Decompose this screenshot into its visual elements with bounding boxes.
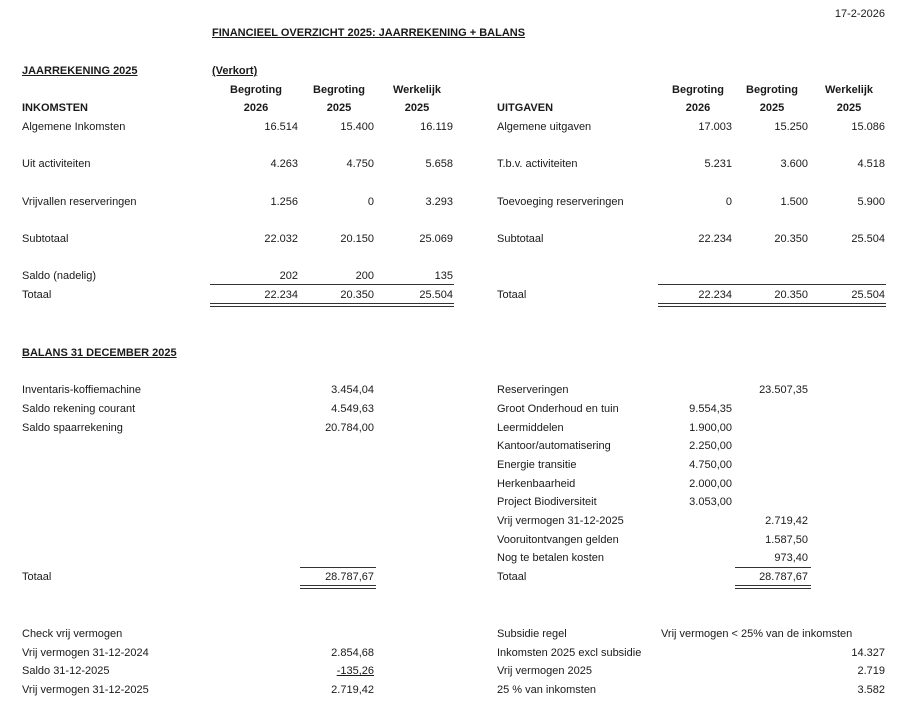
row-label: Reserveringen	[497, 384, 569, 396]
row-subvalue: 4.750,00	[689, 459, 732, 471]
row-subvalue: 1.900,00	[689, 422, 732, 434]
row-label: Toevoeging reserveringen	[497, 196, 624, 208]
row-label: Herkenbaarheid	[497, 478, 576, 490]
value-begroting-2025: 0	[367, 196, 374, 208]
row-label: Vrij vermogen 31-12-2025	[22, 684, 149, 696]
row-label: T.b.v. activiteiten	[497, 158, 578, 170]
row-label: Saldo 31-12-2025	[22, 665, 110, 677]
row-value: 28.787,67	[759, 571, 808, 583]
balans-title: BALANS 31 DECEMBER 2025	[22, 347, 177, 359]
col-header-year: 2025	[404, 102, 430, 114]
check-title: Check vrij vermogen	[22, 628, 123, 640]
subsidie-title: Subsidie regel	[497, 628, 567, 640]
row-label: Energie transitie	[497, 459, 577, 471]
verkort-label: (Verkort)	[212, 65, 258, 77]
row-label: Vrij vermogen 2025	[497, 665, 592, 677]
row-label: Totaal	[22, 571, 52, 583]
row-label: Groot Onderhoud en tuin	[497, 403, 619, 415]
sum-rule	[300, 567, 376, 568]
value-begroting-2025: 200	[355, 270, 374, 282]
value-werkelijk-2025: 25.504	[851, 233, 885, 245]
row-value: 2.719,42	[331, 684, 374, 696]
sum-rule	[658, 284, 886, 285]
col-header-begroting-2026: Begroting	[230, 84, 282, 96]
value-werkelijk-2025: 5.658	[425, 158, 453, 170]
col-header-werkelijk-2025: Werkelijk	[824, 84, 874, 96]
row-label: Uit activiteiten	[22, 158, 91, 170]
row-value: 2.719	[857, 665, 885, 677]
row-label: Vrij vermogen 31-12-2025	[497, 515, 624, 527]
row-label: Vooruitontvangen gelden	[497, 534, 619, 546]
row-subvalue: 2.000,00	[689, 478, 732, 490]
row-value: 2.854,68	[331, 647, 374, 659]
sum-rule	[210, 284, 454, 285]
value-werkelijk-2025: 5.900	[857, 196, 885, 208]
row-value: 1.587,50	[765, 534, 808, 546]
value-begroting-2026: 22.032	[264, 233, 298, 245]
row-value: -135,26	[336, 665, 374, 677]
row-label: Project Biodiversiteit	[497, 496, 597, 508]
row-value: 23.507,35	[759, 384, 808, 396]
row-value: 3.454,04	[331, 384, 374, 396]
value-begroting-2025: 20.150	[340, 233, 374, 245]
value-begroting-2026: 5.231	[704, 158, 732, 170]
row-label: Vrij vermogen 31-12-2024	[22, 647, 149, 659]
row-label: Totaal	[497, 289, 527, 301]
value-begroting-2025: 20.350	[774, 289, 808, 301]
value-begroting-2025: 4.750	[346, 158, 374, 170]
col-header-year: 2026	[685, 102, 711, 114]
col-header-year: 2026	[243, 102, 269, 114]
value-werkelijk-2025: 25.504	[419, 289, 453, 301]
col-header-begroting-2025: Begroting	[746, 84, 798, 96]
row-label: Leermiddelen	[497, 422, 564, 434]
value-begroting-2025: 15.250	[774, 121, 808, 133]
row-value: 4.549,63	[331, 403, 374, 415]
value-begroting-2026: 16.514	[264, 121, 298, 133]
row-value: 14.327	[851, 647, 885, 659]
total-double-rule	[735, 585, 811, 589]
value-begroting-2025: 15.400	[340, 121, 374, 133]
value-werkelijk-2025: 4.518	[857, 158, 885, 170]
value-werkelijk-2025: 16.119	[420, 121, 453, 133]
row-label: Subtotaal	[22, 233, 69, 245]
row-label: Vrijvallen reserveringen	[22, 196, 137, 208]
row-label: Subtotaal	[497, 233, 544, 245]
value-werkelijk-2025: 25.504	[851, 289, 885, 301]
value-begroting-2026: 22.234	[698, 289, 732, 301]
value-begroting-2026: 202	[279, 270, 298, 282]
sum-rule	[735, 567, 811, 568]
row-label: Saldo rekening courant	[22, 403, 136, 415]
row-value: 28.787,67	[325, 571, 374, 583]
row-subvalue: 3.053,00	[689, 496, 732, 508]
col-header-werkelijk-2025: Werkelijk	[392, 84, 442, 96]
total-double-rule	[210, 303, 454, 307]
uitgaven-heading: UITGAVEN	[497, 102, 554, 114]
row-value: 20.784,00	[325, 422, 374, 434]
total-double-rule	[300, 585, 376, 589]
row-label: Kantoor/automatisering	[497, 440, 611, 452]
row-label: Saldo spaarrekening	[22, 422, 123, 434]
row-label: Inventaris-koffiemachine	[22, 384, 142, 396]
value-begroting-2026: 17.003	[698, 121, 732, 133]
row-label: 25 % van inkomsten	[497, 684, 597, 696]
value-begroting-2026: 22.234	[698, 233, 732, 245]
value-werkelijk-2025: 3.293	[425, 196, 453, 208]
value-begroting-2025: 1.500	[780, 196, 808, 208]
value-begroting-2026: 4.263	[270, 158, 298, 170]
row-subvalue: 2.250,00	[689, 440, 732, 452]
row-value: 973,40	[774, 552, 808, 564]
value-begroting-2026: 0	[725, 196, 732, 208]
subsidie-rule: Vrij vermogen < 25% van de inkomsten	[661, 628, 853, 640]
row-label: Totaal	[22, 289, 52, 301]
value-begroting-2025: 20.350	[774, 233, 808, 245]
jaarrekening-title: JAARREKENING 2025	[22, 65, 138, 77]
row-subvalue: 9.554,35	[689, 403, 732, 415]
total-double-rule	[658, 303, 886, 307]
row-label: Algemene uitgaven	[497, 121, 592, 133]
row-value: 3.582	[857, 684, 885, 696]
value-begroting-2026: 1.256	[270, 196, 298, 208]
row-label: Inkomsten 2025 excl subsidie	[497, 647, 642, 659]
report-date: 17-2-2026	[834, 8, 885, 20]
value-begroting-2025: 20.350	[340, 289, 374, 301]
col-header-year: 2025	[759, 102, 785, 114]
col-header-year: 2025	[326, 102, 352, 114]
value-begroting-2026: 22.234	[264, 289, 298, 301]
row-label: Saldo (nadelig)	[22, 270, 96, 282]
row-label: Algemene Inkomsten	[22, 121, 126, 133]
col-header-begroting-2026: Begroting	[672, 84, 724, 96]
value-werkelijk-2025: 25.069	[419, 233, 453, 245]
col-header-year: 2025	[836, 102, 862, 114]
row-value: 2.719,42	[765, 515, 808, 527]
page-title: FINANCIEEL OVERZICHT 2025: JAARREKENING + BALANS	[212, 27, 526, 39]
value-werkelijk-2025: 135	[434, 270, 453, 282]
inkomsten-heading: INKOMSTEN	[22, 102, 88, 114]
row-label: Totaal	[497, 571, 527, 583]
row-label: Nog te betalen kosten	[497, 552, 605, 564]
col-header-begroting-2025: Begroting	[313, 84, 365, 96]
value-werkelijk-2025: 15.086	[851, 121, 885, 133]
value-begroting-2025: 3.600	[780, 158, 808, 170]
